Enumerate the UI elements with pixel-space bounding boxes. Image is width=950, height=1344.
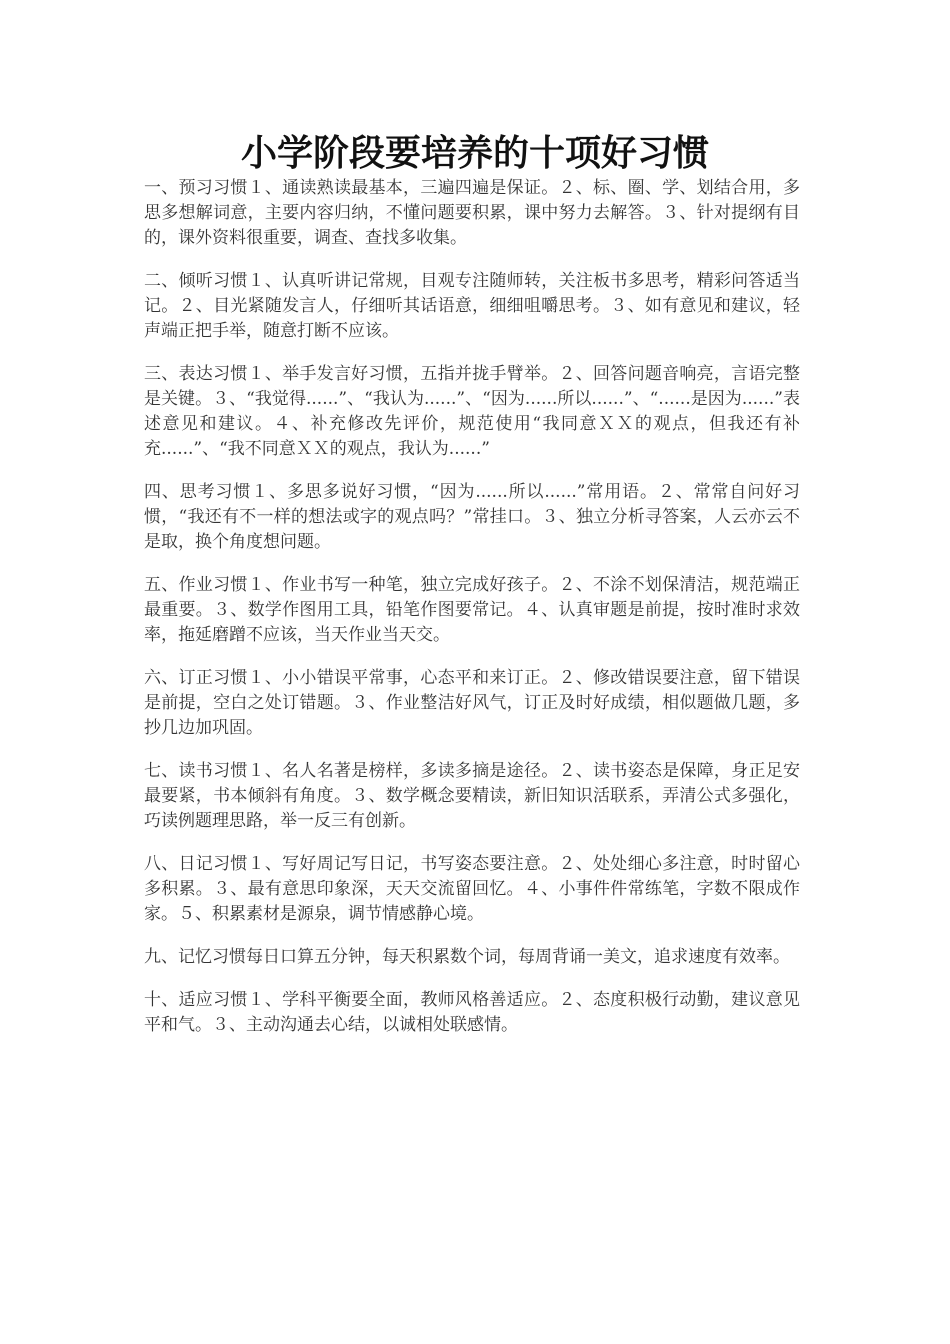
- document-title: 小学阶段要培养的十项好习惯: [240, 132, 709, 174]
- habit-paragraph-3: 三、表达习惯１、举手发言好习惯，五指并拢手臂举。２、回答问题音响亮，言语完整是关键。３、“我觉得......”、“我认为......”、“因为......所以......”、“......是因为......”表述意见和建议。４、补充修改先评价，规范使用“我同意ＸＸ的观点，但我还有补充......”、“我不同意ＸＸ的观点，我认为......”: [144, 364, 800, 459]
- habit-paragraph-7: 七、读书习惯１、名人名著是榜样，多读多摘是途径。２、读书姿态是保障，身正足安最要紧，书本倾斜有角度。３、数学概念要精读，新旧知识活联系，弄清公式多强化，巧读例题理思路，举一反三有创新。: [144, 761, 800, 831]
- habit-paragraph-4: 四、思考习惯１、多思多说好习惯，“因为......所以......”常用语。２、常常自问好习惯，“我还有不一样的想法或字的观点吗？”常挂口。３、独立分析寻答案，人云亦云不是取，换个角度想问题。: [144, 482, 800, 552]
- habit-paragraph-10: 十、适应习惯１、学科平衡要全面，教师风格善适应。２、态度积极行动勤，建议意见平和气。３、主动沟通去心结，以诚相处联感情。: [144, 990, 800, 1035]
- habit-paragraph-2: 二、倾听习惯１、认真听讲记常规，目观专注随师转，关注板书多思考，精彩问答适当记。２、目光紧随发言人，仔细听其话语意，细细咀嚼思考。３、如有意见和建议，轻声端正把手举，随意打断不应该。: [144, 271, 800, 341]
- habit-paragraph-6: 六、订正习惯１、小小错误平常事，心态平和来订正。２、修改错误要注意，留下错误是前提，空白之处订错题。３、作业整洁好风气，订正及时好成绩，相似题做几题，多抄几边加巩固。: [144, 668, 800, 738]
- habit-paragraph-8: 八、日记习惯１、写好周记写日记，书写姿态要注意。２、处处细心多注意，时时留心多积累。３、最有意思印象深，天天交流留回忆。４、小事件件常练笔，字数不限成作家。５、积累素材是源泉，调节情感静心境。: [144, 854, 800, 924]
- document-body: [144, 176, 800, 1056]
- habit-paragraph-9: 九、记忆习惯每日口算五分钟，每天积累数个词，每周背诵一美文，追求速度有效率。: [144, 947, 790, 967]
- habit-paragraph-1: 一、预习习惯１、通读熟读最基本，三遍四遍是保证。２、标、圈、学、划结合用，多思多想解词意，主要内容归纳，不懂问题要积累，课中努力去解答。３、针对提纲有目的，课外资料很重要，调查、查找多收集。: [144, 178, 800, 248]
- habit-paragraph-5: 五、作业习惯１、作业书写一种笔，独立完成好孩子。２、不涂不划保清洁，规范端正最重要。３、数学作图用工具，铅笔作图要常记。４、认真审题是前提，按时准时求效率，拖延磨蹭不应该，当天作业当天交。: [144, 575, 800, 645]
